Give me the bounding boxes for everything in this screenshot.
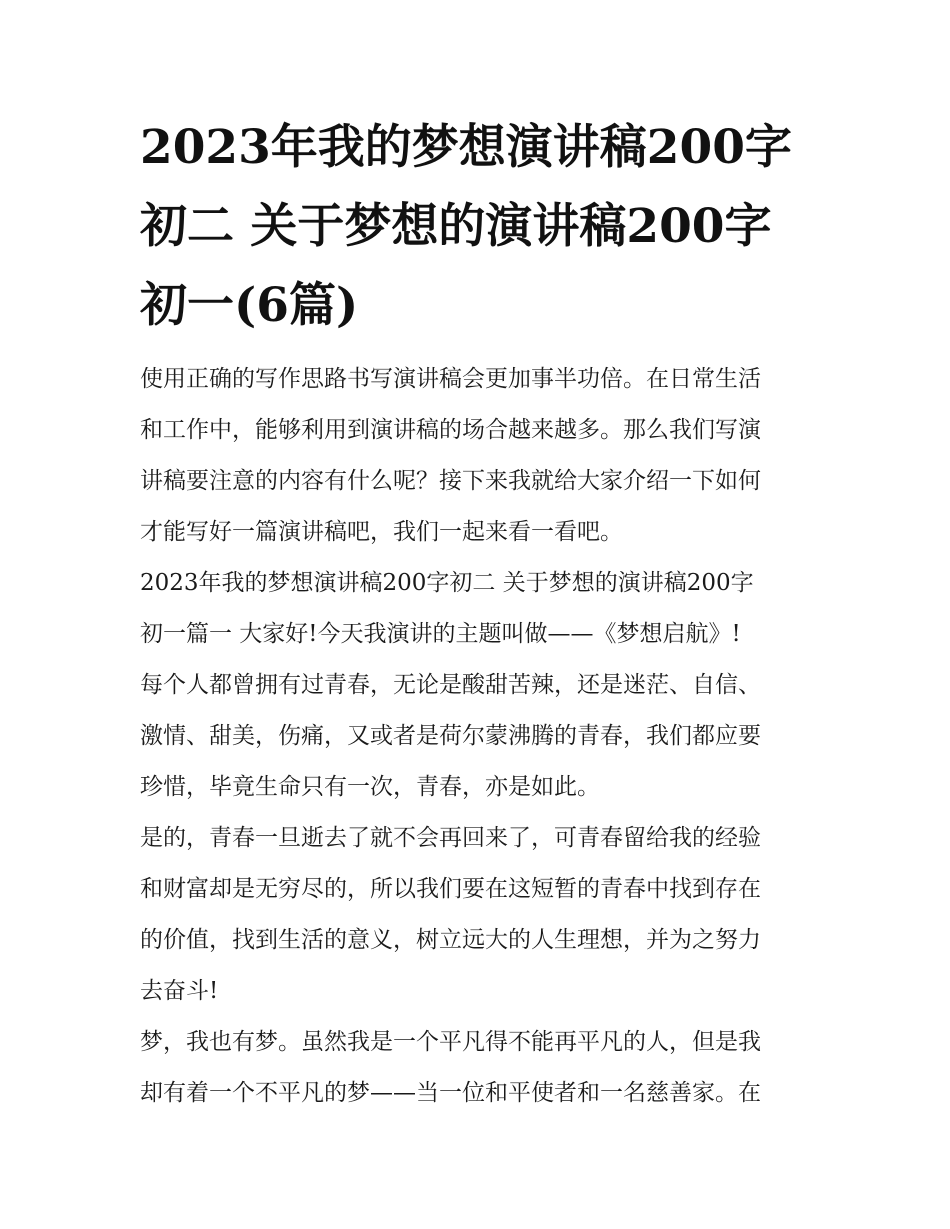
body-line: 和财富却是无穷尽的，所以我们要在这短暂的青春中找到存在 [140, 876, 761, 902]
document-body [140, 354, 820, 1119]
body-line: 却有着一个不平凡的梦——当一位和平使者和一名慈善家。在 [140, 1080, 761, 1106]
body-line: 梦，我也有梦。虽然我是一个平凡得不能再平凡的人，但是我 [140, 1029, 761, 1055]
body-line: 是的，青春一旦逝去了就不会再回来了，可青春留给我的经验 [140, 825, 761, 851]
body-line: 使用正确的写作思路书写演讲稿会更加事半功倍。在日常生活 [140, 366, 761, 392]
body-line: 去奋斗! [140, 978, 219, 1004]
body-line: 和工作中，能够利用到演讲稿的场合越来越多。那么我们写演 [140, 417, 761, 443]
title-line: 初二 关于梦想的演讲稿200字 [140, 199, 772, 254]
document-title [140, 108, 820, 345]
body-line: 珍惜，毕竟生命只有一次，青春，亦是如此。 [140, 774, 600, 800]
body-line: 每个人都曾拥有过青春，无论是酸甜苦辣，还是迷茫、自信、 [140, 672, 761, 698]
body-line: 2023年我的梦想演讲稿200字初二 关于梦想的演讲稿200字 [140, 570, 754, 596]
body-line: 初一篇一 大家好!今天我演讲的主题叫做——《梦想启航》! [140, 621, 741, 647]
title-line: 2023年我的梦想演讲稿200字 [140, 120, 792, 175]
body-line: 激情、甜美，伤痛，又或者是荷尔蒙沸腾的青春，我们都应要 [140, 723, 761, 749]
body-line: 才能写好一篇演讲稿吧，我们一起来看一看吧。 [140, 519, 623, 545]
body-line: 讲稿要注意的内容有什么呢？接下来我就给大家介绍一下如何 [140, 468, 761, 494]
body-line: 的价值，找到生活的意义，树立远大的人生理想，并为之努力 [140, 927, 761, 953]
title-line: 初一(6篇) [140, 278, 359, 333]
